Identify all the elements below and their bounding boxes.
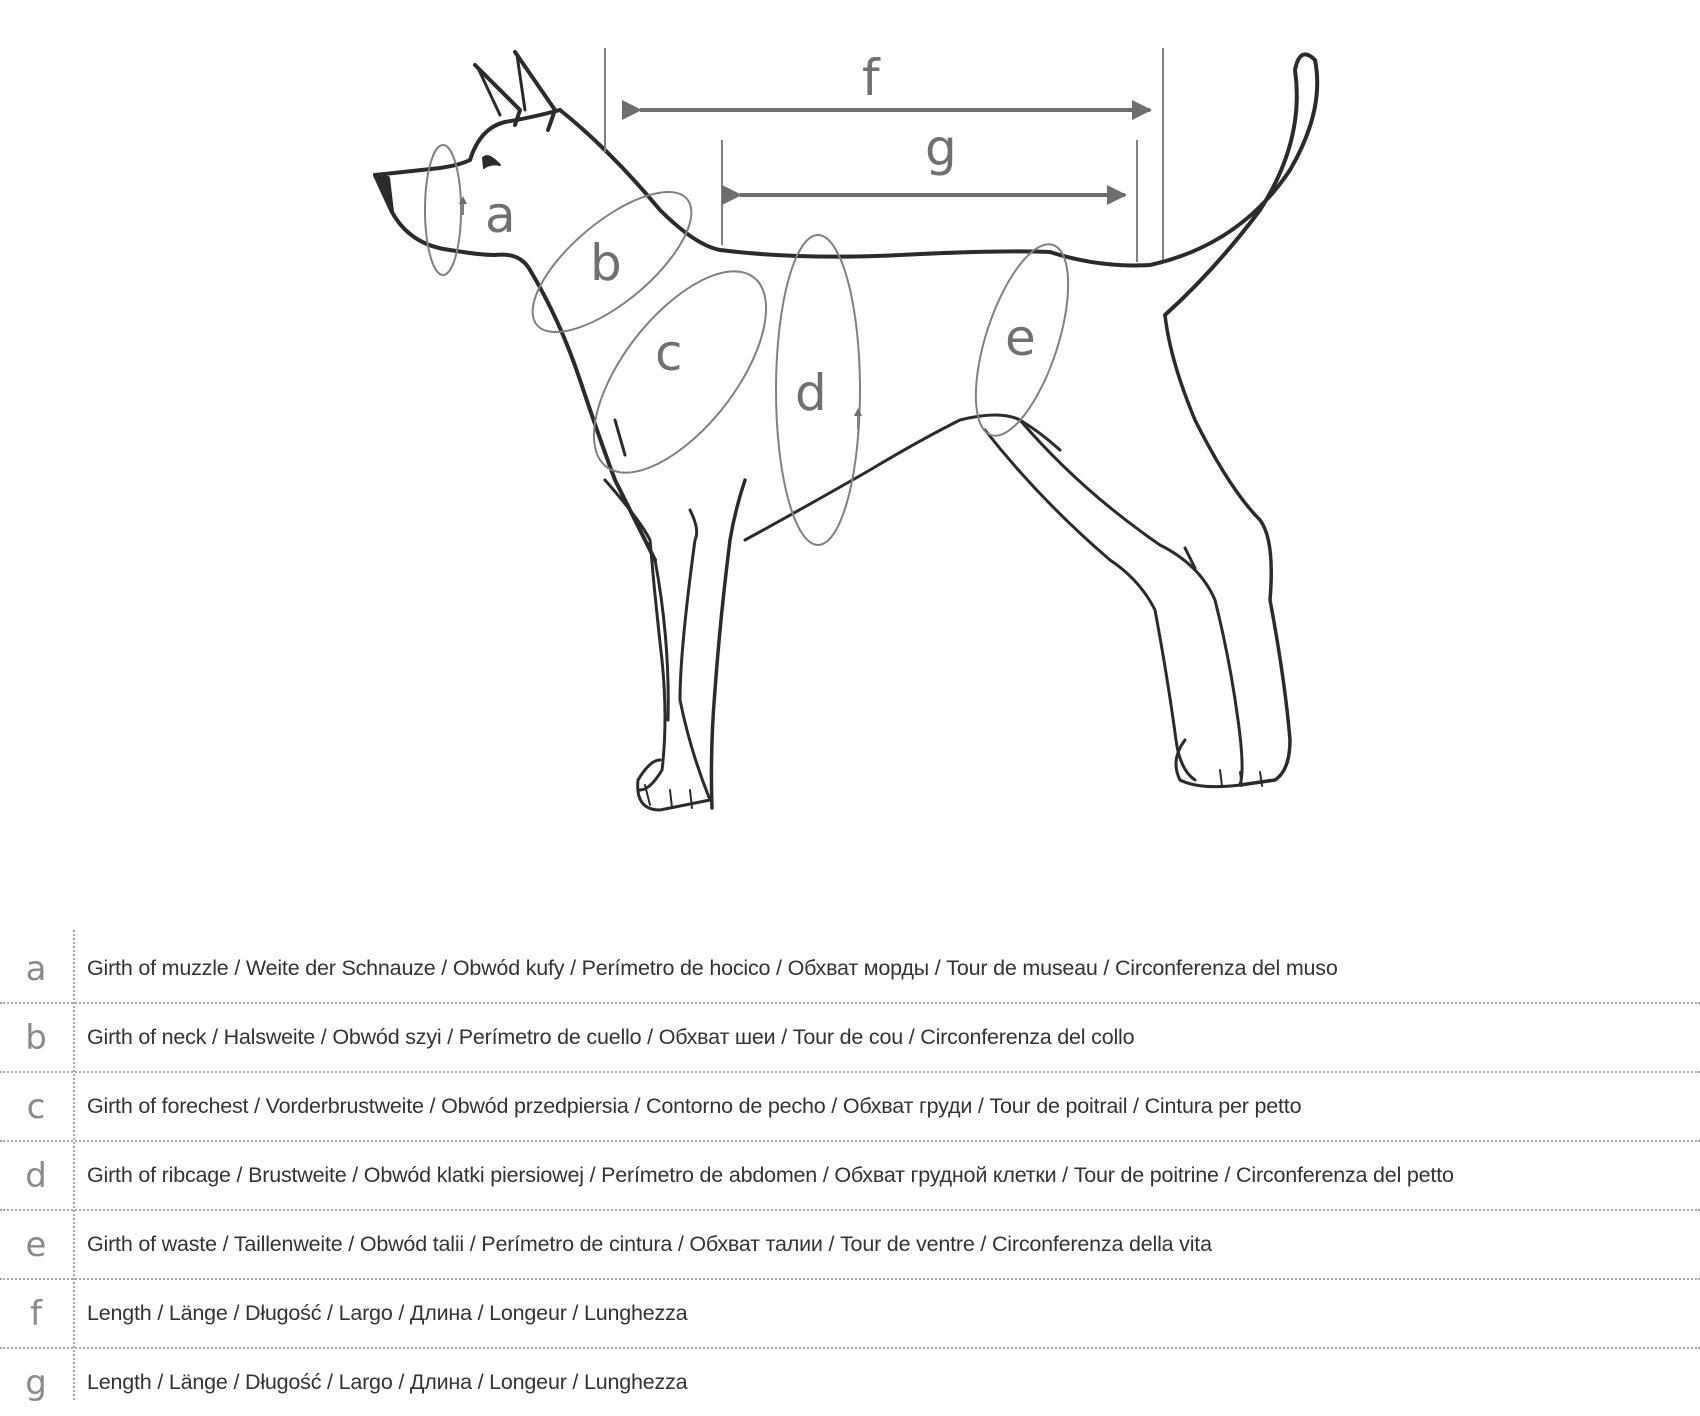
legend-text: Girth of waste / Taillenweite / Obwód talii / Perímetro de cintura / Обхват талии / Tour de ventre / Circonferenza della vita (87, 1232, 1212, 1256)
label-b: b (590, 234, 622, 292)
length-guides (605, 48, 1163, 262)
label-e: e (1005, 309, 1036, 367)
label-g: g (925, 119, 957, 177)
legend-row-d (0, 1142, 1700, 1211)
legend-text: Girth of forechest / Vorderbrustweite / Obwód przedpiersia / Contorno de pecho / Обхват груди / Tour de poitrail / Cintura per petto (87, 1094, 1302, 1118)
muzzle-girth-loop (425, 145, 461, 275)
legend-text: Length / Länge / Długość / Largo / Длина / Longeur / Lunghezza (87, 1370, 688, 1394)
legend-text: Girth of ribcage / Brustweite / Obwód klatki piersiowej / Perímetro de abdomen / Обхват грудной клетки / Tour de poitrine / Circonferenza del petto (87, 1163, 1454, 1187)
label-a: a (485, 186, 516, 244)
legend-text: Girth of muzzle / Weite der Schnauze / Obwód kufy / Perímetro de hocico / Обхват морды / Tour de museau / Circonferenza del muso (87, 956, 1338, 980)
legend-row-b (0, 1004, 1700, 1073)
label-f: f (862, 49, 880, 107)
legend-key: e (25, 1224, 47, 1265)
legend-key: g (25, 1362, 47, 1403)
legend-key: a (25, 948, 47, 989)
label-d: d (795, 364, 827, 422)
legend-key: f (30, 1293, 42, 1334)
legend-key: d (25, 1155, 47, 1196)
legend-key: c (26, 1086, 46, 1127)
dog-outline (375, 52, 1317, 810)
legend-row-g (0, 1349, 1700, 1416)
legend-text: Girth of neck / Halsweite / Obwód szyi / Perímetro de cuello / Обхват шеи / Tour de cou / Circonferenza del collo (87, 1025, 1135, 1049)
legend-row-f (0, 1280, 1700, 1349)
measurement-legend (0, 935, 1700, 1416)
legend-key: b (25, 1017, 47, 1058)
girth-guides (425, 145, 1087, 545)
legend-row-a (0, 935, 1700, 1004)
legend-row-e (0, 1211, 1700, 1280)
diagram-labels (485, 49, 1036, 422)
legend-text: Length / Länge / Długość / Largo / Длина / Longeur / Lunghezza (87, 1301, 688, 1325)
legend-row-c (0, 1073, 1700, 1142)
label-c: c (655, 324, 683, 382)
